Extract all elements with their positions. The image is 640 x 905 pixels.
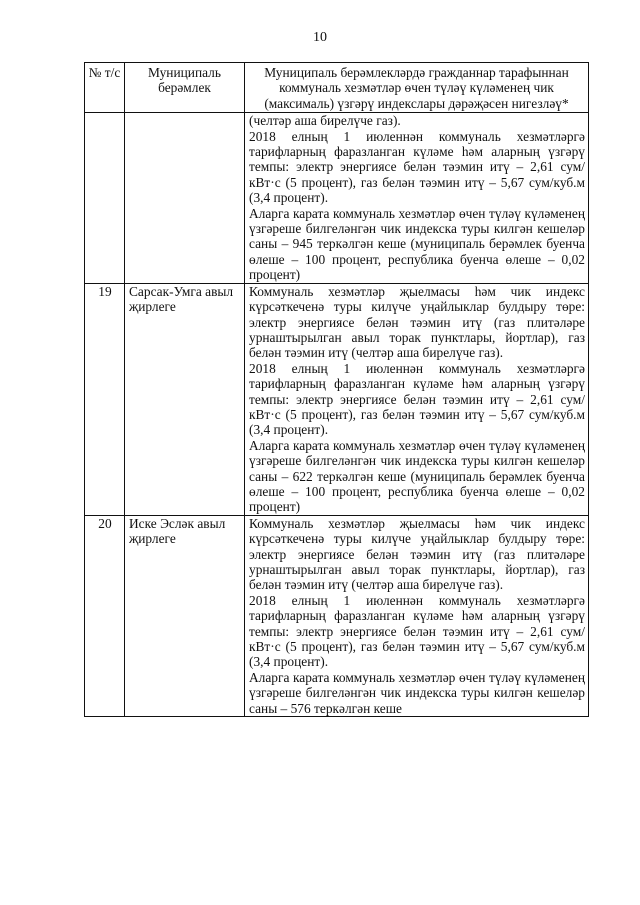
- basis-paragraph: (челтәр аша бирелүче газ).: [249, 113, 401, 129]
- basis-paragraph: 2018 елның 1 июленнән коммуналь хезмәтләргә тарифларның фаразланган күләме һәм аларның үзгәрү темпы: электр энергиясе белән тәэмин итү – 2,61 сум/кВт·с (5 процент), газ белән тәэмин итү – 5,67 сум/куб.м (3,4 процент).: [249, 360, 585, 438]
- table-header-row: [85, 63, 589, 113]
- row-municipality: Сарсак-Умга авыл җирлеге: [125, 283, 245, 515]
- basis-paragraph: Аларга карата коммуналь хезмәтләр өчен түләү күләменең үзгәреше билгеләнгән чик индекска туры килгән кешеләр саны – 622 теркәлгән кеше (муниципаль берәмлек буенча өлеше – 100 процент, республика буенча өлеше – 0,02 процент): [249, 437, 585, 515]
- basis-paragraph: Аларга карата коммуналь хезмәтләр өчен түләү күләменең үзгәреше билгеләнгән чик индекска туры килгән кешеләр саны – 576 теркәлгән кеше: [249, 669, 585, 716]
- row-basis: [245, 113, 589, 283]
- header-municipality: Муниципаль берәмлек: [125, 63, 245, 113]
- row-municipality: [125, 113, 245, 283]
- basis-paragraph: Коммуналь хезмәтләр җыелмасы һәм чик индекс күрсәткеченә туры килүче уңайлыклар булдыру төре: электр энергиясе белән тәэмин итү (газ плитәләре урнаштырылган авыл торак пунктлары, йортлар), газ белән тәэмин итү (челтәр аша бирелүче газ).: [249, 515, 585, 593]
- row-number: [85, 113, 125, 283]
- basis-paragraph: Коммуналь хезмәтләр җыелмасы һәм чик индекс күрсәткеченә туры килүче уңайлыклар булдыру төре: электр энергиясе белән тәэмин итү (газ плитәләре урнаштырылган авыл торак пунктлары, йортлар), газ белән тәэмин итү (челтәр аша бирелүче газ).: [249, 283, 585, 361]
- row-number: 20: [85, 515, 125, 716]
- header-basis: Муниципаль берәмлекләрдә гражданнар тарафыннан коммуналь хезмәтләр өчен түләү күләменең чик (максималь) үзгәрү индекслары дәрәҗәсен нигезләү*: [245, 63, 589, 113]
- basis-paragraph: Аларга карата коммуналь хезмәтләр өчен түләү күләменең үзгәреше билгеләнгән чик индекска туры килгән кешеләр саны – 945 теркәлгән кеше (муниципаль берәмлек буенча өлеше – 100 процент, республика буенча өлеше – 0,02 процент): [249, 205, 585, 283]
- row-municipality: Иске Эсләк авыл җирлеге: [125, 515, 245, 716]
- page-number: 10: [313, 30, 327, 45]
- table-row: [85, 515, 589, 716]
- basis-paragraph: 2018 елның 1 июленнән коммуналь хезмәтләргә тарифларның фаразланган күләме һәм аларның үзгәрү темпы: электр энергиясе белән тәэмин итү – 2,61 сум/кВт·с (5 процент), газ белән тәэмин итү – 5,67 сум/куб.м (3,4 процент).: [249, 592, 585, 670]
- municipality-index-table: [84, 62, 589, 717]
- table-row: [85, 113, 589, 283]
- table-row: [85, 283, 589, 515]
- basis-paragraph: 2018 елның 1 июленнән коммуналь хезмәтләргә тарифларның фаразланган күләме һәм аларның үзгәрү темпы: электр энергиясе белән тәэмин итү – 2,61 сум/кВт·с (5 процент), газ белән тәэмин итү – 5,67 сум/куб.м (3,4 процент).: [249, 128, 585, 206]
- row-basis: [245, 283, 589, 515]
- header-number: № т/с: [85, 63, 125, 113]
- row-basis: [245, 515, 589, 716]
- row-number: 19: [85, 283, 125, 515]
